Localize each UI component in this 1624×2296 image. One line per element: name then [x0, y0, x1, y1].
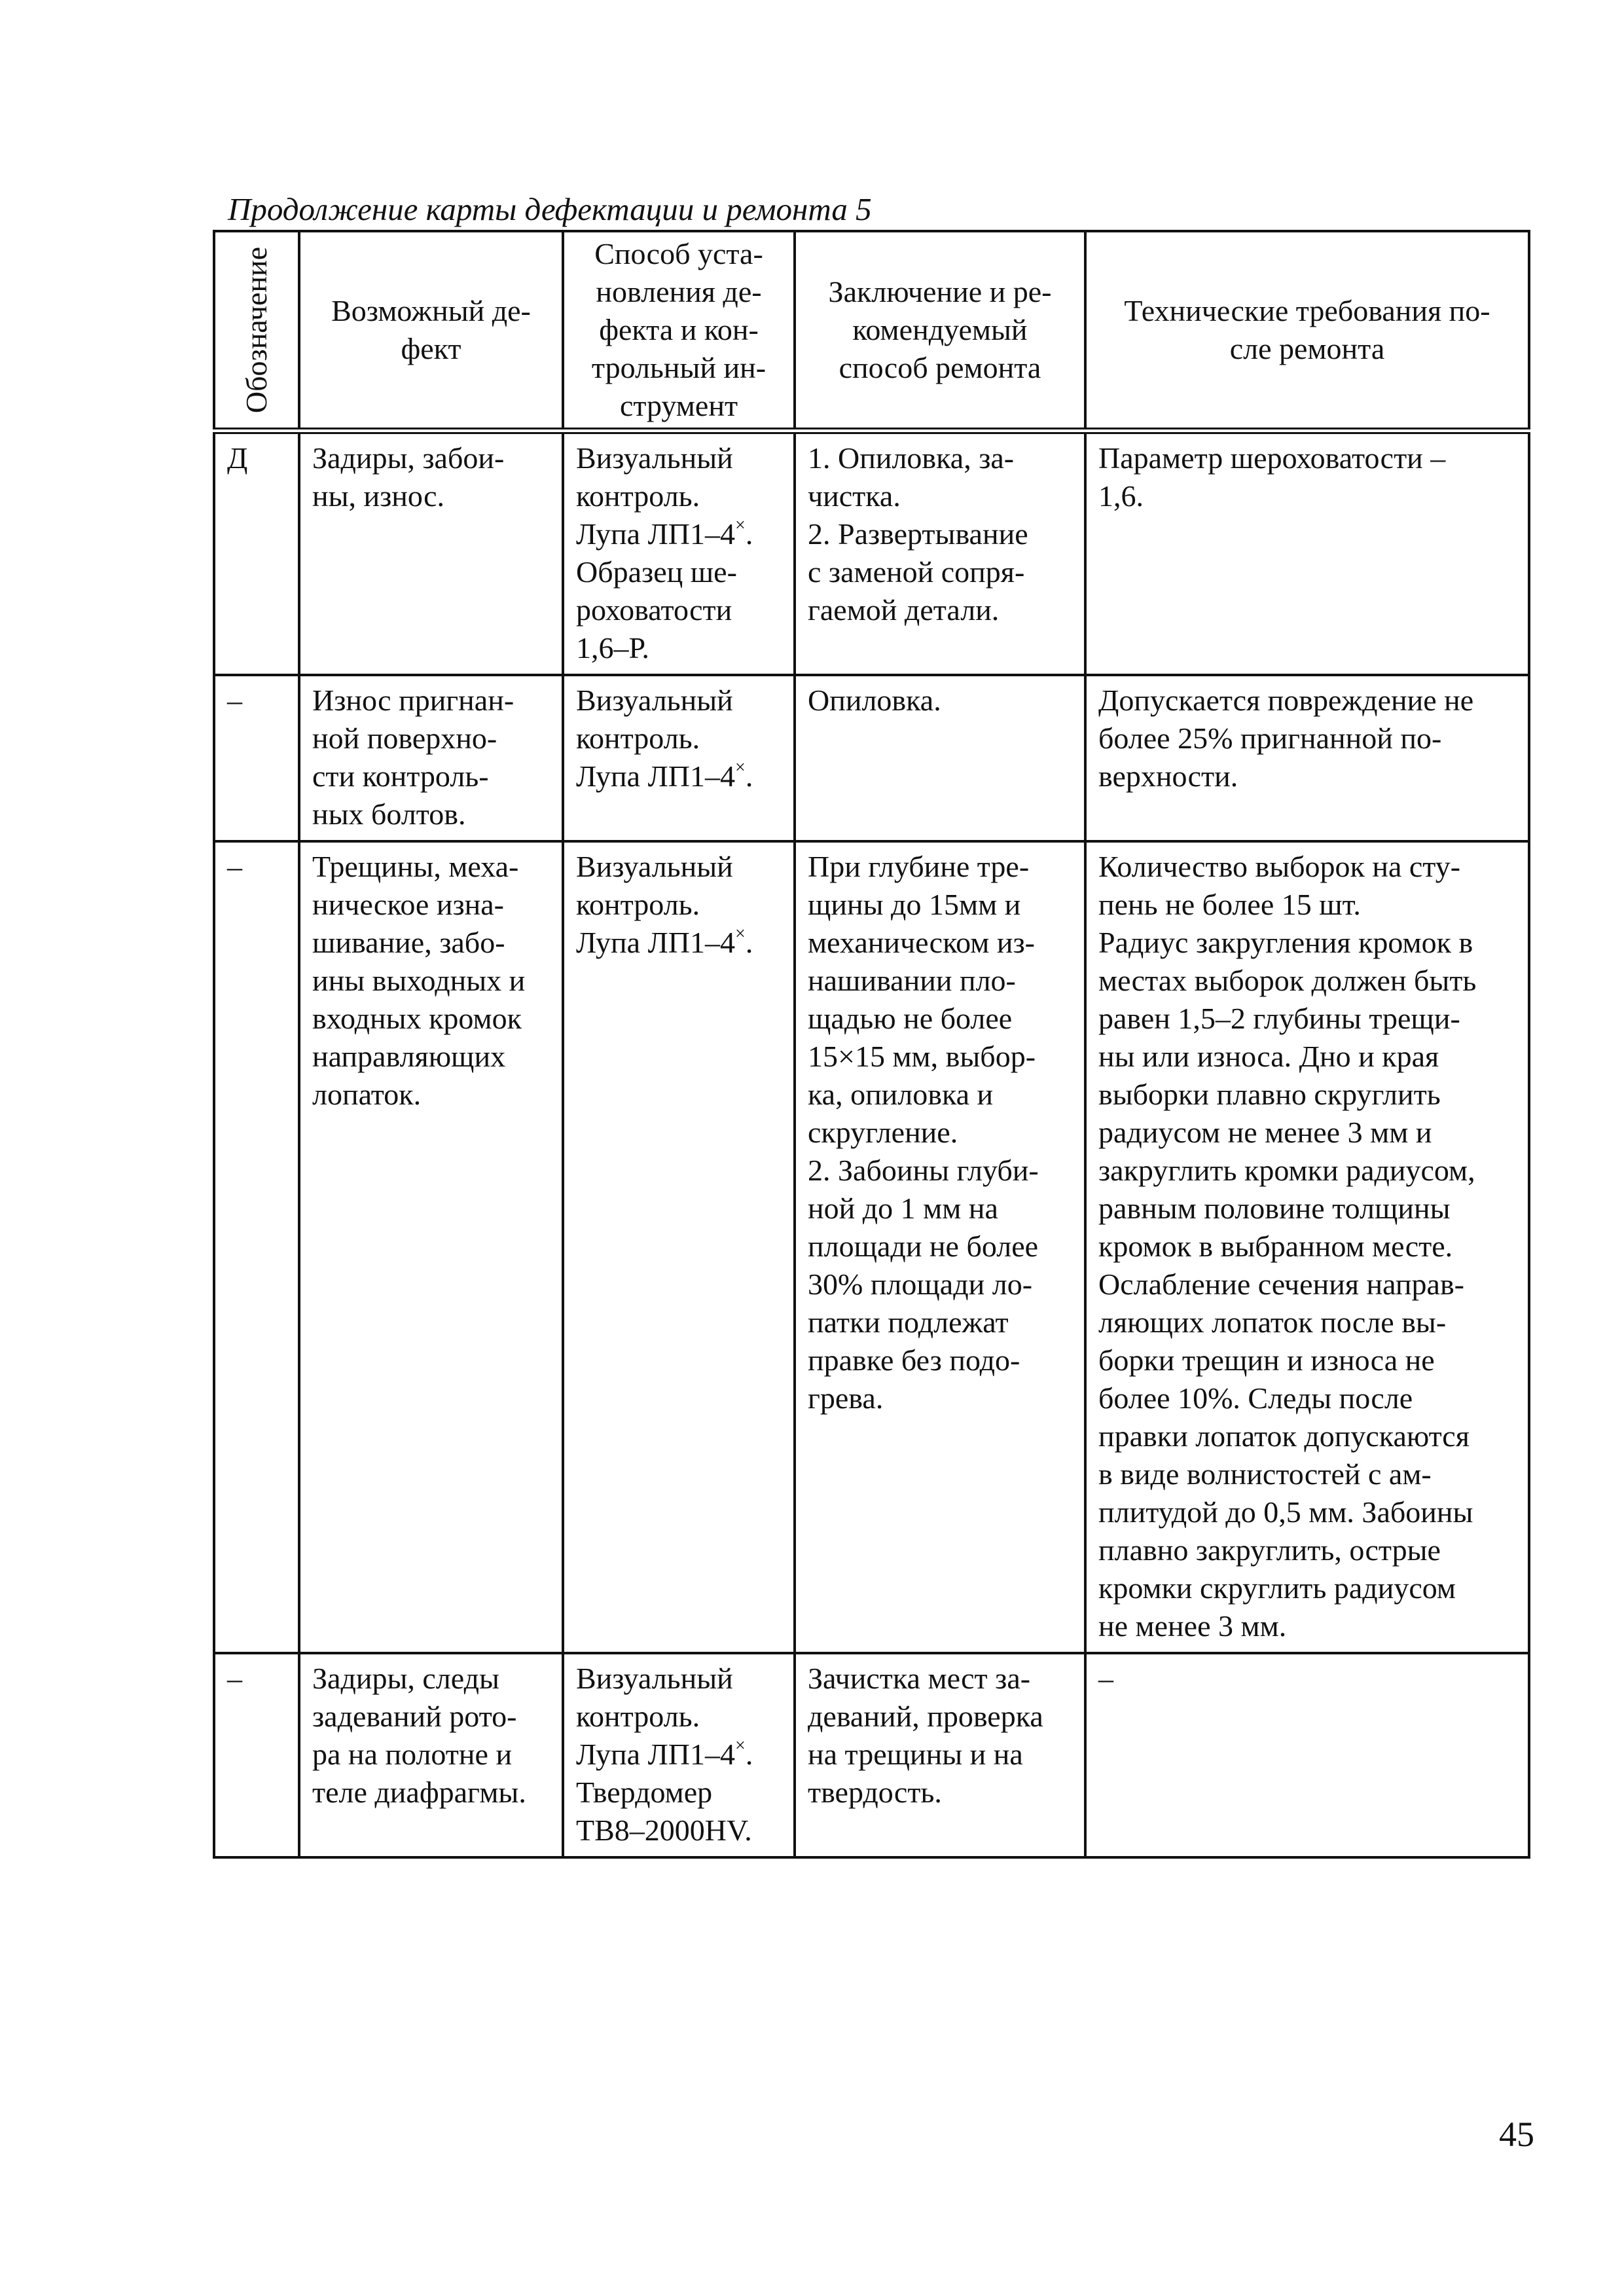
magnification-superscript: ×	[735, 1736, 746, 1756]
designation-cell	[214, 675, 299, 841]
method-line	[576, 757, 784, 795]
method-line	[576, 1736, 784, 1774]
method-line-text: Лупа ЛП1–4	[576, 517, 736, 551]
table-caption: Продолжение карты дефектации и ремонта 5	[228, 191, 872, 227]
defect-text: Трещины, меха- ническое изна- шивание, забо- ины выходных и входных кромок направляющих лопаток.	[312, 850, 526, 1111]
method-line	[576, 1774, 784, 1812]
requirements-cell	[1085, 675, 1529, 841]
conclusion-cell	[795, 431, 1085, 675]
method-line-text: контроль.	[576, 721, 700, 755]
method-line-text: контроль.	[576, 1700, 700, 1733]
requirements-text: Количество выборок на сту- пень не более 15 шт. Радиус закругления кромок в местах выборок должен быть равен 1,5–2 глубины трещи- ны или износа. Дно и края выборки плавно скруглить радиусом не менее 3 мм и закруглить кромки радиусом, равным половине толщины кромок в выбранном месте. Ослабление сечения направ- ляющих лопаток после вы- борки трещин и износа не более 10%. Следы после правки лопаток допускаются в виде волнистостей с ам- плитудой до 0,5 мм. Забоины плавно закруглить, острые кромки скруглить радиусом не менее 3 мм.	[1098, 850, 1477, 1643]
method-line-text: 1,6–Р.	[576, 631, 649, 665]
conclusion-cell	[795, 1653, 1085, 1857]
method-line-tail: .	[745, 517, 753, 551]
header-conclusion-label: Заключение и ре- комендуемый способ ремонта	[828, 275, 1052, 384]
header-method-label: Способ уста- новления де- фекта и кон- трольный ин- струмент	[591, 237, 767, 422]
method-line	[576, 629, 784, 667]
header-designation	[214, 231, 299, 431]
header-requirements	[1085, 231, 1529, 431]
conclusion-cell	[795, 841, 1085, 1653]
method-line	[576, 1812, 784, 1850]
method-line-text: ТВ8–2000HV.	[576, 1813, 752, 1847]
table-row	[214, 675, 1529, 841]
table-row	[214, 841, 1529, 1653]
method-line	[576, 924, 784, 962]
designation-text: –	[227, 1662, 242, 1695]
defect-text: Износ пригнан- ной поверхно- сти контроль- ных болтов.	[312, 683, 514, 831]
requirements-text: –	[1098, 1662, 1113, 1695]
method-line	[576, 477, 784, 515]
method-line	[576, 1698, 784, 1736]
defect-text: Задиры, забои- ны, износ.	[312, 441, 505, 513]
method-line-text: контроль.	[576, 888, 700, 921]
designation-text: –	[227, 850, 242, 883]
magnification-superscript: ×	[735, 515, 746, 536]
designation-cell	[214, 431, 299, 675]
header-designation-label: Обозначение	[240, 246, 273, 414]
requirements-text: Допускается повреждение не более 25% пригнанной по- верхности.	[1098, 683, 1474, 793]
method-line	[576, 439, 784, 477]
header-method	[563, 231, 795, 431]
method-line-text: Лупа ЛП1–4	[576, 1738, 736, 1771]
conclusion-text: 1. Опиловка, за- чистка. 2. Развертывание с заменой сопря- гаемой детали.	[808, 441, 1028, 627]
method-line-text: Визуальный	[576, 850, 733, 883]
method-line	[576, 515, 784, 553]
method-cell	[563, 1653, 795, 1857]
requirements-text: Параметр шероховатости – 1,6.	[1098, 441, 1446, 513]
header-row	[214, 231, 1529, 431]
method-line-text: Визуальный	[576, 1662, 733, 1695]
defect-text: Задиры, следы задеваний рото- ра на полотне и теле диафрагмы.	[312, 1662, 526, 1809]
designation-text: –	[227, 683, 242, 717]
method-cell	[563, 841, 795, 1653]
designation-text: Д	[227, 441, 248, 475]
header-requirements-label: Технические требования по- сле ремонта	[1124, 294, 1490, 365]
method-cell	[563, 431, 795, 675]
method-line-tail: .	[745, 926, 753, 959]
magnification-superscript: ×	[735, 757, 746, 778]
method-cell	[563, 675, 795, 841]
conclusion-text: Зачистка мест за- деваний, проверка на трещины и на твердость.	[808, 1662, 1043, 1809]
table-row	[214, 1653, 1529, 1857]
method-line-text: роховатости	[576, 593, 732, 627]
defect-repair-table	[213, 230, 1530, 1859]
magnification-superscript: ×	[735, 924, 746, 944]
method-line-text: Лупа ЛП1–4	[576, 759, 736, 793]
conclusion-cell	[795, 675, 1085, 841]
method-line-tail: .	[745, 759, 753, 793]
designation-cell	[214, 1653, 299, 1857]
page-number: 45	[1499, 2115, 1534, 2154]
requirements-cell	[1085, 841, 1529, 1653]
method-line-text: Твердомер	[576, 1776, 713, 1809]
method-line-text: Лупа ЛП1–4	[576, 926, 736, 959]
method-line-text: контроль.	[576, 479, 700, 513]
method-line	[576, 591, 784, 629]
header-conclusion	[795, 231, 1085, 431]
method-line	[576, 1660, 784, 1698]
defect-cell	[299, 675, 563, 841]
requirements-cell	[1085, 1653, 1529, 1857]
method-line-text: Образец ше-	[576, 555, 737, 589]
header-defect	[299, 231, 563, 431]
method-line	[576, 886, 784, 924]
defect-cell	[299, 1653, 563, 1857]
method-line-text: Визуальный	[576, 441, 733, 475]
defect-cell	[299, 841, 563, 1653]
defect-cell	[299, 431, 563, 675]
method-line	[576, 720, 784, 757]
table-body	[214, 431, 1529, 1857]
conclusion-text: Опиловка.	[808, 683, 941, 717]
header-defect-label: Возможный де- фект	[331, 294, 531, 365]
method-line-tail: .	[745, 1738, 753, 1771]
conclusion-text: При глубине тре- щины до 15мм и механическом из- нашивании пло- щадью не более 15×15 мм, выбор- ка, опиловка и скругление. 2. Забоины глуби- ной до 1 мм на площади не более 30% площади ло- патки подлежат правке без подо- грева.	[808, 850, 1039, 1415]
table-row	[214, 431, 1529, 675]
designation-cell	[214, 841, 299, 1653]
method-line-text: Визуальный	[576, 683, 733, 717]
method-line	[576, 682, 784, 720]
method-line	[576, 848, 784, 886]
method-line	[576, 553, 784, 591]
requirements-cell	[1085, 431, 1529, 675]
